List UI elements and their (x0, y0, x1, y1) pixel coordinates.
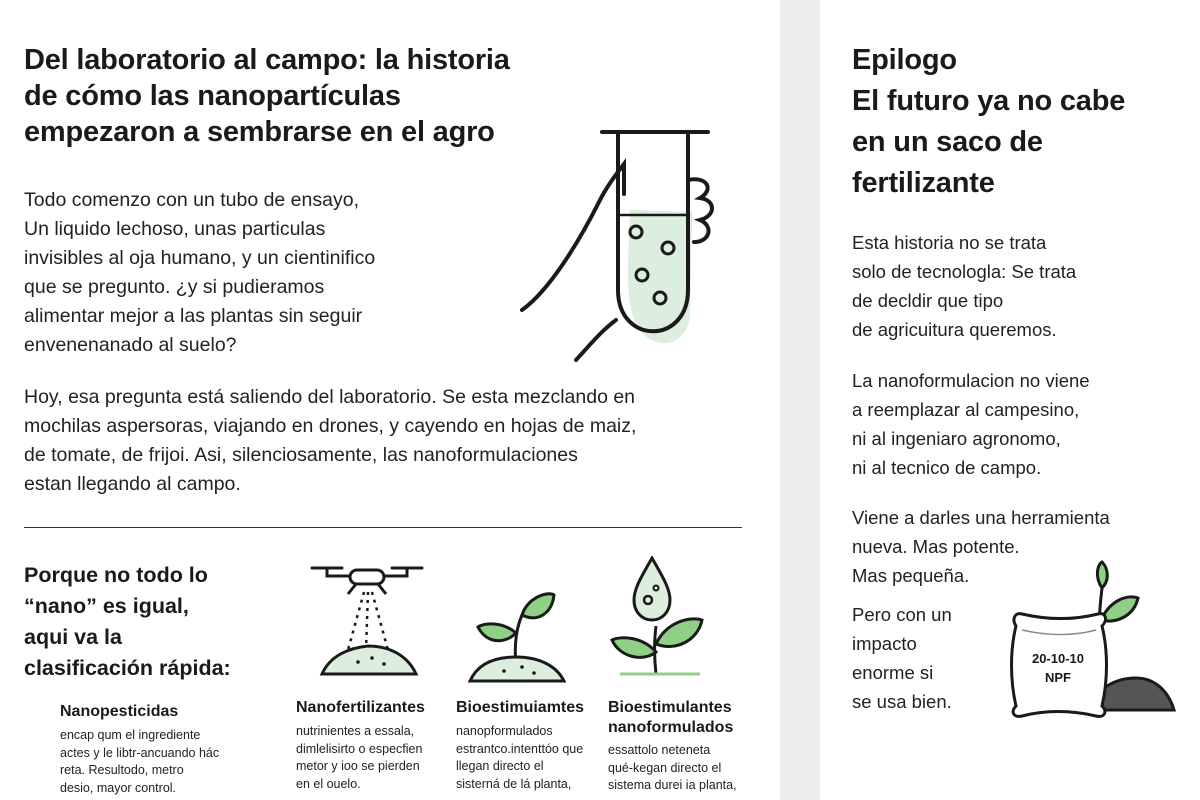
epilogue-paragraph-1: Esta historia no se trata solo de tecnologla: Se trata de decldir que tipo de agricuitura queremos. (852, 232, 1077, 340)
article-title: Del laboratorio al campo: la historia de cómo las nanopartículas empezaron a sembrarse en el agro (24, 44, 510, 148)
hand-test-tube-icon (520, 120, 760, 370)
epilogue-panel (820, 0, 1200, 800)
category-name: Nanopesticidas (60, 703, 179, 720)
epilogue-paragraph-4: Pero con un impacto enorme si se usa bien. (852, 604, 952, 712)
drone-icon (308, 558, 428, 683)
category-description: encap qum el ingrediente actes y le libtr-ancuando hác reta. Resultodo, metro desio, mayor control. (60, 728, 220, 795)
epilogue-paragraph-3: Viene a darles una herramienta nueva. Mas potente. Mas pequeña. (852, 507, 1110, 586)
category-description: nutrinientes a essala, dimlelisirto o especfien metor y ioo se pierden en el ouelo. (296, 724, 423, 791)
category-description: nanopformulados estrantco.intenttóo que llegan directo el sisterná de lá planta, (456, 724, 584, 791)
bag-label-npf: NPF (1045, 670, 1071, 685)
epilogue-paragraph-2: La nanoformulacion no viene a reemplazar al campesino, ni al ingeniaro agronomo, ni al tecnico de campo. (852, 370, 1090, 478)
category-name: Bioestimulantes nanoformulados (608, 699, 734, 736)
category-name: Nanofertilizantes (296, 699, 425, 716)
fertilizer-bag-icon (998, 560, 1198, 720)
sprout-icon (462, 585, 572, 685)
intro-paragraph: Todo comenzo con un tubo de ensayo, Un liquido lechoso, unas particulas invisibles al oja humano, y un cientinifico que se pregunto. ¿y si pudieramos alimentar mejor a las plantas sin seguir envenenanado al suelo? (24, 189, 376, 356)
bag-label-npk: 20-10-10 (1031, 651, 1085, 666)
droplet-plant-icon (606, 556, 726, 681)
body-paragraph: Hoy, esa pregunta está saliendo del laboratorio. Se esta mezclando en mochilas aspersoras, viajando en drones, y cayendo en hojas de maiz, de tomate, de frijoi. Asi, silenciosamente, las nanoformulaciones estan llegando al campo. (24, 386, 637, 495)
section-divider (24, 527, 742, 528)
classification-heading: Porque no todo lo “nano” es igual, aqui va la clasificación rápida: (24, 563, 231, 680)
category-description: essattolo neteneta qué-kegan directo el sistema durei ia planta, (608, 743, 737, 792)
category-name: Bioestimuiamtes (456, 699, 585, 716)
epilogue-title: Epilogo El futuro ya no cabe en un saco de fertilizante (852, 44, 1126, 199)
